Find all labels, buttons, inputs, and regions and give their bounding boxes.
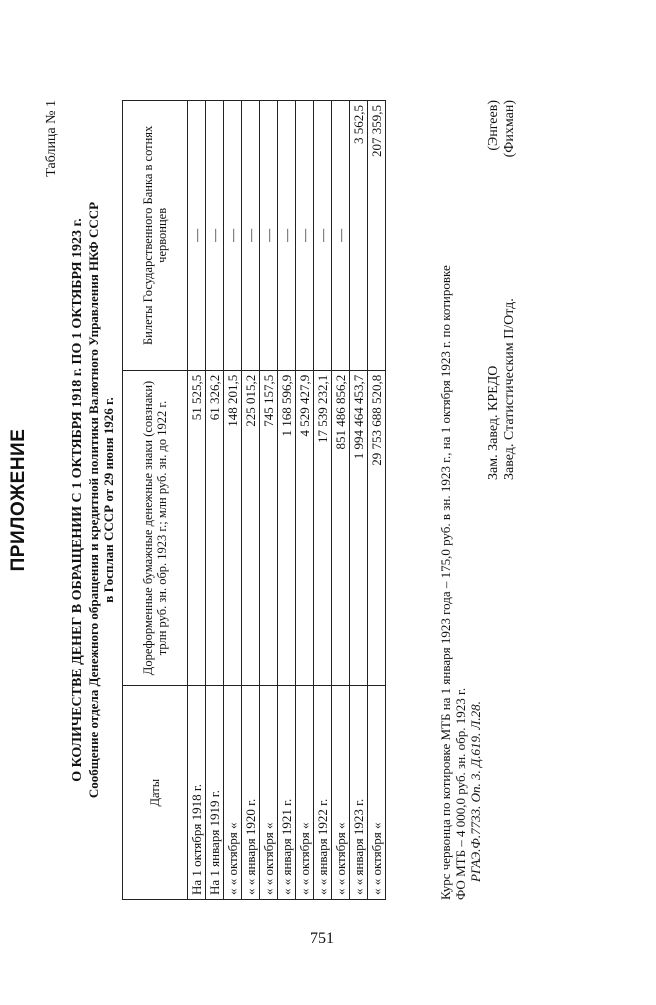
table-row (368, 101, 386, 900)
table-row (296, 101, 314, 900)
exchange-rate-note-cont: ФО МТБ – 4 000,0 руб. зн. обр. 1923 г. (453, 687, 468, 900)
cell-bank-notes: — (314, 101, 332, 371)
money-supply-table (122, 100, 386, 900)
cell-bank-notes: 3 562,5 (350, 101, 368, 371)
cell-soviet-notes: 1 168 596,9 (278, 370, 296, 686)
cell-date: « « октября « (368, 686, 386, 900)
cell-soviet-notes: 225 015,2 (242, 370, 260, 686)
rotated-page-content (0, 100, 517, 900)
cell-date: « « января 1921 г. (278, 686, 296, 900)
table-number: Таблица № 1 (44, 100, 59, 177)
cell-date: « « октября « (332, 686, 350, 900)
table-title: О КОЛИЧЕСТВЕ ДЕНЕГ В ОБРАЩЕНИИ С 1 ОКТЯБРЯ 1918 г. ПО 1 ОКТЯБРЯ 1923 г. (70, 218, 85, 782)
table-row (242, 101, 260, 900)
cell-date: « « октября « (260, 686, 278, 900)
archive-source: РГАЭ.Ф.7733. Оп. 3. Д.619. Л.28. (468, 701, 483, 882)
cell-soviet-notes: 61 326,2 (206, 370, 224, 686)
cell-soviet-notes: 148 201,5 (224, 370, 242, 686)
header-dates: Даты (123, 686, 188, 900)
table-row (278, 101, 296, 900)
cell-bank-notes: — (296, 101, 314, 371)
cell-bank-notes: — (242, 101, 260, 371)
table-row (206, 101, 224, 900)
table-row (314, 101, 332, 900)
table-header-row (123, 101, 188, 900)
cell-bank-notes: — (278, 101, 296, 371)
header-soviet-notes: Дореформенные бумажные денежные знаки (совзнаки) трлн руб. зн. обр. 1923 г.; млн руб. зн. до 1922 г. (123, 370, 188, 686)
table-subtitle: Сообщение отдела Денежного обращения и кредитной политики Валютного Управления НКФ СССР (86, 201, 101, 799)
exchange-rate-note: Курс червонца по котировке МТБ на 1 января 1923 года – 175,0 руб. в зн. 1923 г., на 1 октября 1923 г. по котировке (438, 265, 453, 900)
cell-soviet-notes: 1 994 464 453,7 (350, 370, 368, 686)
cell-soviet-notes: 29 753 688 520,8 (368, 370, 386, 686)
table-row (260, 101, 278, 900)
cell-date: « « октября « (296, 686, 314, 900)
cell-date: « « января 1922 г. (314, 686, 332, 900)
signatory-1-role: Зам. Завед. КРЕДО (486, 365, 501, 480)
appendix-title: ПРИЛОЖЕНИЕ (8, 428, 29, 572)
cell-soviet-notes: 17 539 232,1 (314, 370, 332, 686)
cell-date: На 1 января 1919 г. (206, 686, 224, 900)
cell-soviet-notes: 745 157,5 (260, 370, 278, 686)
cell-bank-notes: 207 359,5 (368, 101, 386, 371)
signatory-2-role: Завед. Статистическим П/Отд. (502, 298, 517, 480)
cell-bank-notes: — (332, 101, 350, 371)
cell-date: « « января 1920 г. (242, 686, 260, 900)
table-row (224, 101, 242, 900)
cell-soviet-notes: 851 486 856,2 (332, 370, 350, 686)
cell-bank-notes: — (206, 101, 224, 371)
cell-date: « « января 1923 г. (350, 686, 368, 900)
table-subtitle-date: в Госплан СССР от 29 июня 1926 г. (101, 397, 116, 603)
table-row (332, 101, 350, 900)
cell-bank-notes: — (260, 101, 278, 371)
cell-date: « « октября « (224, 686, 242, 900)
table-row (188, 101, 206, 900)
signatory-2-name: (Фихман) (502, 100, 517, 158)
signatory-1-name: (Энгеев) (486, 100, 501, 151)
table-row (350, 101, 368, 900)
cell-bank-notes: — (188, 101, 206, 371)
page-number: 751 (310, 930, 334, 947)
cell-date: На 1 октября 1918 г. (188, 686, 206, 900)
cell-soviet-notes: 51 525,5 (188, 370, 206, 686)
cell-bank-notes: — (224, 101, 242, 371)
header-bank-notes: Билеты Государственного Банка в сотнях червонцев (123, 101, 188, 371)
cell-soviet-notes: 4 529 427,9 (296, 370, 314, 686)
